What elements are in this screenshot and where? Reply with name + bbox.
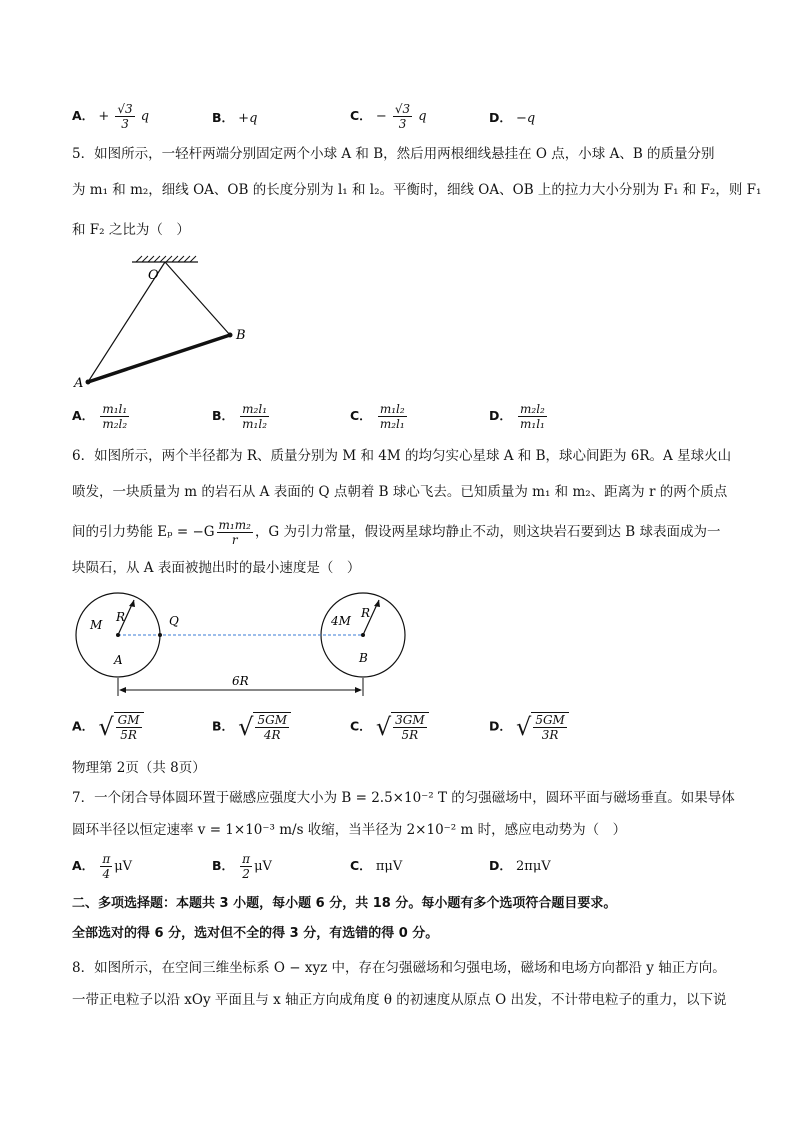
option-fraction: $\frac{\text{m₂l₂}}{\text{m₁l₁}}$ bbox=[520, 402, 545, 431]
label-a: A bbox=[114, 653, 123, 667]
q4-option-a: A． + $\frac{√3}{3}$ q bbox=[72, 102, 150, 131]
q6-line-1: 6．如图所示，两个半径都为 R、质量分别为 M 和 4M 的均匀实心星球 A 和 B，球心间距为 6R。A 星球火山 bbox=[72, 448, 732, 464]
sqrt-expression: √ $\frac{3GM}{5R}$ bbox=[376, 712, 429, 742]
sqrt-expression: √ $\frac{GM}{5R}$ bbox=[98, 712, 143, 742]
q5-option-b: B． $\frac{\text{m₂l₁}}{\text{m₁l₂}}$ bbox=[212, 402, 268, 431]
option-label: A． bbox=[72, 108, 95, 123]
label-r-a: R bbox=[116, 610, 126, 624]
q4-option-b bbox=[212, 110, 257, 127]
q6-line-2: 喷发，一块质量为 m 的岩石从 A 表面的 Q 点朝着 B 球心飞去。已知质量为 m₁ 和 m₂、距离为 r 的两个质点 bbox=[72, 484, 728, 500]
q8-line-1: 8．如图所示，在空间三维坐标系 O − xyz 中，存在匀强磁场和匀强电场，磁场和电场方向都沿 y 轴正方向。 bbox=[72, 960, 726, 976]
option-text: +q bbox=[238, 111, 258, 126]
q6-option-c: C． √ $\frac{3GM}{5R}$ bbox=[350, 712, 429, 742]
label-o: O bbox=[148, 268, 159, 283]
ceiling-hatch bbox=[136, 256, 196, 262]
option-fraction: $\frac{\pi}{2}$ bbox=[242, 852, 251, 881]
option-fraction: $\frac{\pi}{4}$ bbox=[102, 852, 111, 881]
label-b: B bbox=[236, 328, 246, 343]
option-fraction: $\frac{√3}{3}$ bbox=[117, 102, 133, 131]
option-label: C． bbox=[350, 108, 372, 123]
q6-figure bbox=[72, 592, 417, 702]
q7-option-a: A． $\frac{\pi}{4}$ μV bbox=[72, 852, 133, 881]
q5-line-3: 和 F₂ 之比为（ ） bbox=[72, 222, 190, 238]
label-b: B bbox=[359, 651, 368, 665]
light-rod bbox=[88, 335, 230, 382]
section-2-heading-line-2: 全部选对的得 6 分，选对但不全的得 3 分，有选错的得 0 分。 bbox=[72, 926, 439, 941]
string-ob bbox=[165, 262, 230, 335]
q6-line-3: 间的引力势能 Eₚ = −G $\frac{\text{m₁m₂}}{r}$ ，G 为引力常量，假设两星球均静止不动，则这块岩石要到达 B 球表面成为一 bbox=[72, 518, 721, 547]
dim-arrow-right bbox=[355, 687, 362, 693]
label-a: A bbox=[74, 376, 84, 391]
label-6r: 6R bbox=[232, 674, 249, 688]
q6-line-4: 块陨石，从 A 表面被抛出时的最小速度是（ ） bbox=[72, 560, 361, 576]
sqrt-expression: √ $\frac{5GM}{4R}$ bbox=[238, 712, 291, 742]
option-fraction: $\frac{\text{m₁l₂}}{\text{m₂l₁}}$ bbox=[379, 402, 405, 431]
option-sign: − bbox=[375, 109, 387, 124]
q7-option-d: D． 2πμV bbox=[489, 858, 551, 874]
radius-b-arrow bbox=[374, 600, 380, 607]
option-fraction: $\frac{\text{m₂l₁}}{\text{m₁l₂}}$ bbox=[242, 402, 268, 431]
option-fraction: $\frac{√3}{3}$ bbox=[394, 102, 411, 131]
q6-option-b: B． √ $\frac{5GM}{4R}$ bbox=[212, 712, 291, 742]
dim-arrow-left bbox=[119, 687, 126, 693]
q4-option-c: C． − $\frac{√3}{3}$ q bbox=[350, 102, 427, 131]
option-label: D． bbox=[489, 110, 512, 125]
label-r-b: R bbox=[361, 606, 371, 620]
q7-line-1: 7．一个闭合导体圆环置于磁感应强度大小为 B = 2.5×10⁻² T 的匀强磁场中，圆环平面与磁场垂直。如果导体 bbox=[72, 790, 735, 806]
q5-line-2: 为 m₁ 和 m₂，细线 OA、OB 的长度分别为 l₁ 和 l₂。平衡时，细线 OA、OB 上的拉力大小分别为 F₁ 和 F₂，则 F₁ bbox=[72, 182, 762, 198]
potential-energy-fraction: $\frac{\text{m₁m₂}}{r}$ bbox=[218, 518, 251, 547]
q6-option-a: A． √ $\frac{GM}{5R}$ bbox=[72, 712, 144, 742]
q7-option-b: B． $\frac{\pi}{2}$ μV bbox=[212, 852, 272, 881]
ball-b bbox=[228, 333, 233, 338]
option-text: 2πμV bbox=[516, 859, 551, 874]
q5-option-c: C． $\frac{\text{m₁l₂}}{\text{m₂l₁}}$ bbox=[350, 402, 405, 431]
q4-option-d bbox=[489, 110, 535, 127]
section-2-heading-line-1: 二、多项选择题：本题共 3 小题，每小题 6 分，共 18 分。每小题有多个选项符合题目要求。 bbox=[72, 896, 617, 911]
point-q bbox=[158, 633, 162, 637]
option-label: B． bbox=[212, 110, 235, 125]
q7-line-2: 圆环半径以恒定速率 v = 1×10⁻³ m/s 收缩，当半径为 2×10⁻² m 时，感应电动势为（ ） bbox=[72, 822, 627, 838]
option-fraction: $\frac{\text{m₁l₁}}{\text{m₂l₂}}$ bbox=[102, 402, 128, 431]
q6-option-d: D． √ $\frac{5GM}{3R}$ bbox=[489, 712, 569, 742]
label-m: M bbox=[90, 618, 103, 632]
option-text: πμV bbox=[375, 859, 403, 874]
ball-a bbox=[86, 380, 91, 385]
label-4m: 4M bbox=[331, 614, 351, 628]
q5-option-d: D． $\frac{\text{m₂l₂}}{\text{m₁l₁}}$ bbox=[489, 402, 545, 431]
page-footer: 物理第 2页（共 8页） bbox=[72, 760, 206, 776]
radius-a-arrow bbox=[129, 600, 135, 607]
option-text: −q bbox=[516, 111, 536, 126]
q5-figure bbox=[70, 252, 270, 397]
label-q: Q bbox=[169, 614, 179, 628]
q7-option-c: C． πμV bbox=[350, 858, 403, 874]
q5-option-a: A． $\frac{\text{m₁l₁}}{\text{m₂l₂}}$ bbox=[72, 402, 128, 431]
option-sign: + bbox=[98, 109, 110, 124]
q8-line-2: 一带正电粒子以沿 xOy 平面且与 x 轴正方向成角度 θ 的初速度从原点 O 出发，不计带电粒子的重力，以下说 bbox=[72, 992, 727, 1008]
q5-line-1: 5．如图所示，一轻杆两端分别固定两个小球 A 和 B，然后用两根细线悬挂在 O 点，小球 A、B 的质量分别 bbox=[72, 146, 715, 162]
sqrt-expression: √ $\frac{5GM}{3R}$ bbox=[516, 712, 569, 742]
